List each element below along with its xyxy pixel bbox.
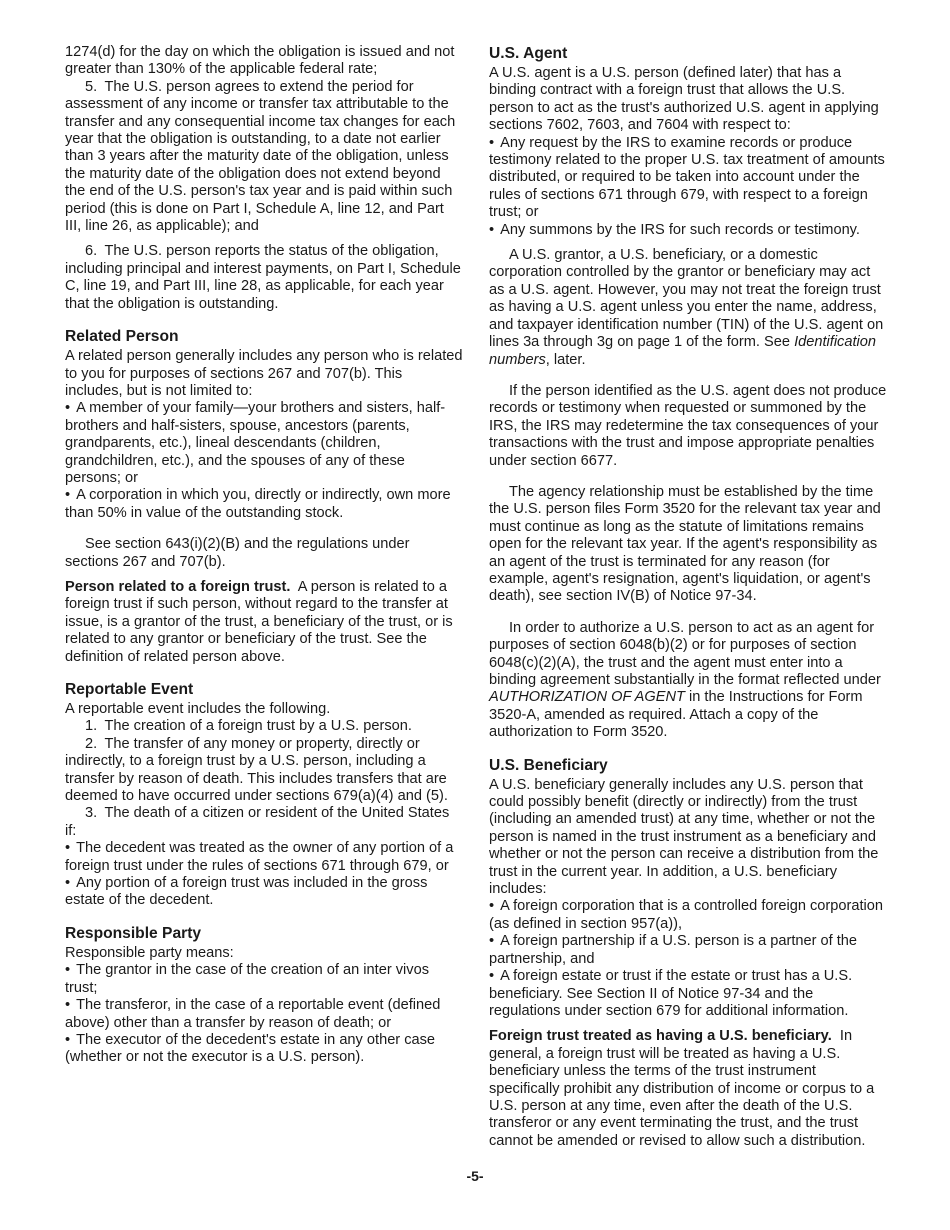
foreign-trust-us-beneficiary-term: Foreign trust treated as having a U.S. beneficiary. (489, 1028, 832, 1045)
reportable-event-bullet-owner: • The decedent was treated as the owner of any portion of a foreign trust under the rules of sections 671 through 679, or (65, 840, 463, 875)
responsible-party-bullet-executor: • The executor of the decedent's estate in any other case (whether or not the executor is a U.S. person). (65, 1032, 463, 1067)
reportable-event-item-1: 1. The creation of a foreign trust by a U.S. person. (85, 718, 412, 735)
us-agent-bullet-request: • Any request by the IRS to examine records or produce testimony related to the proper U.S. tax treatment of amounts distributed, or required to be taken into account under the rules of sections 671 through 679, with respect to a foreign trust; or (489, 135, 887, 222)
responsible-party-bullet-transferor: • The transferor, in the case of a reportable event (defined above) other than a transfer by reason of death; or (65, 997, 463, 1032)
responsible-party-heading: Responsible Party (65, 924, 202, 942)
us-agent-heading: U.S. Agent (489, 45, 568, 62)
foreign-trust-us-beneficiary-text: In general, a foreign trust will be treated as having a U.S. beneficiary unless the terms of the trust instrument specifically prohibit any distribution of income or corpus to a U.S. person at any time, even after the death of the U.S. transferor or any event terminating the trust, and the trust cannot be amended or revised to allow such a distribution. (489, 1028, 875, 1149)
person-related-foreign-trust-paragraph (65, 579, 463, 666)
identification-numbers-reference: Identification numbers (489, 334, 877, 368)
page-number: -5- (466, 1168, 484, 1184)
us-beneficiary-bullet-partnership: • A foreign partnership if a U.S. person is a partner of the partnership, and (489, 933, 887, 968)
reportable-event-item-2: 2. The transfer of any money or property, directly or indirectly, to a foreign trust by a U.S. person, including a transfer by reason of death. This includes transfers that are deemed to have occurred under sections 679(a)(4) and (5). (65, 735, 448, 805)
us-agent-paragraph-2-text: A U.S. grantor, a U.S. beneficiary, or a domestic corporation controlled by the grantor or beneficiary may act as a U.S. agent. However, you may not treat the foreign trust as having a U.S. agent unless you enter the name, address, and taxpayer identification number (TIN) of the U.S. agent on lines 3a through 3g on page 1 of the form. See (489, 247, 884, 351)
related-person-bullet-family: • A member of your family—your brothers and sisters, half-brothers and half-sisters, spouse, ancestors (parents, grandparents, etc.), lineal descendants (children, grandchildren, etc.), and the spouses of any of these persons; or (65, 400, 463, 487)
us-agent-intro: A U.S. agent is a U.S. person (defined later) that has a binding contract with a foreign trust that allows the U.S. person to act as the trust's authorized U.S. agent in applying sections 7602, 7603, and 7604 with respect to: (489, 65, 879, 134)
foreign-trust-us-beneficiary-paragraph (489, 1028, 887, 1150)
us-agent-paragraph-2 (489, 247, 887, 369)
us-agent-paragraph-2-tail: , later. (545, 351, 586, 368)
us-agent-paragraph-3: If the person identified as the U.S. agent does not produce records or testimony when requested or summoned by the IRS, the IRS may redetermine the tax consequences of your transactions with the trust and impose appropriate penalties under section 6677. (489, 382, 887, 469)
item-6-paragraph: 6. The U.S. person reports the status of the obligation, including principal and interest payments, on Part I, Schedule C, line 19, and Part III, line 28, as applicable, for each year that the obligation is outstanding. (65, 243, 461, 312)
item-5-paragraph: 5. The U.S. person agrees to extend the period for assessment of any income or transfer tax attributable to the transfer and any consequential income tax changes for each year that the obligation is outstanding, to a date not earlier than 3 years after the maturity date of the obligation, unless the maturity date of the obligation does not extend beyond the end of the U.S. person's tax year and is paid within such period (this is done on Part I, Schedule A, line 12, and Part III, line 26, as applicable); and (65, 78, 456, 235)
us-agent-paragraph-5-text: In order to authorize a U.S. person to act as an agent for purposes of section 6048(b)(2) or for purposes of section 6048(c)(2)(A), the trust and the agent must enter into a binding agreement substantially in the format reflected under (489, 619, 881, 688)
responsible-party-intro: Responsible party means: (65, 944, 234, 961)
continued-paragraph: 1274(d) for the day on which the obligation is issued and not greater than 130% of the applicable federal rate; (65, 44, 455, 78)
us-beneficiary-heading: U.S. Beneficiary (489, 756, 608, 774)
reportable-event-item-3: 3. The death of a citizen or resident of the United States if: (65, 805, 450, 839)
us-agent-paragraph-5-tail: in the Instructions for Form 3520-A, amended as required. Attach a copy of the authorization to Form 3520. (489, 689, 863, 741)
related-person-see-also: See section 643(i)(2)(B) and the regulations under sections 267 and 707(b). (65, 536, 410, 570)
responsible-party-bullet-grantor: • The grantor in the case of the creation of an inter vivos trust; (65, 962, 463, 997)
us-beneficiary-bullet-corporation: • A foreign corporation that is a controlled foreign corporation (as defined in section 957(a)), (489, 898, 887, 933)
related-person-heading: Related Person (65, 328, 179, 346)
us-beneficiary-intro: A U.S. beneficiary generally includes any U.S. person that could possibly benefit (directly or indirectly) from the trust (including an amended trust) at any time, whether or not the person is named in the trust instrument as a beneficiary and whether or not the person can receive a distribution from the trust in the current year. In addition, a U.S. beneficiary includes: (489, 776, 879, 898)
reportable-event-intro: A reportable event includes the following. (65, 701, 331, 717)
reportable-event-bullet-gross-estate: • Any portion of a foreign trust was included in the gross estate of the decedent. (65, 875, 463, 910)
authorization-of-agent-reference: AUTHORIZATION OF AGENT (489, 689, 685, 706)
related-person-intro: A related person generally includes any person who is related to you for purposes of sections 267 and 707(b). This includes, but is not limited to: (65, 348, 463, 399)
us-beneficiary-bullet-estate: • A foreign estate or trust if the estate or trust has a U.S. beneficiary. See Section II of Notice 97-34 and the regulations under section 679 for additional information. (489, 968, 887, 1020)
related-person-bullet-corporation: • A corporation in which you, directly or indirectly, own more than 50% in value of the outstanding stock. (65, 487, 463, 522)
us-agent-paragraph-4: The agency relationship must be established by the time the U.S. person files Form 3520 for the relevant tax year and must continue as long as the statute of limitations remains open for the relevant tax year. If the agent's responsibility as an agent of the trust is terminated for any reason (for example, agent's resignation, agent's liquidation, or agent's death), see section IV(B) of Notice 97-34. (489, 483, 881, 605)
us-agent-bullet-summons: • Any summons by the IRS for such records or testimony. (489, 222, 887, 239)
person-related-foreign-trust-term: Person related to a foreign trust. (65, 578, 291, 595)
right-column (489, 44, 887, 1150)
left-column (65, 44, 463, 1067)
us-agent-paragraph-5 (489, 620, 887, 742)
reportable-event-heading: Reportable Event (65, 681, 194, 698)
person-related-foreign-trust-text: A person is related to a foreign trust if such person, without regard to the transfer at issue, is a grantor of the trust, a beneficiary of the trust, or is related to any grantor or beneficiary of the trust. See the definition of related person above. (65, 578, 453, 665)
